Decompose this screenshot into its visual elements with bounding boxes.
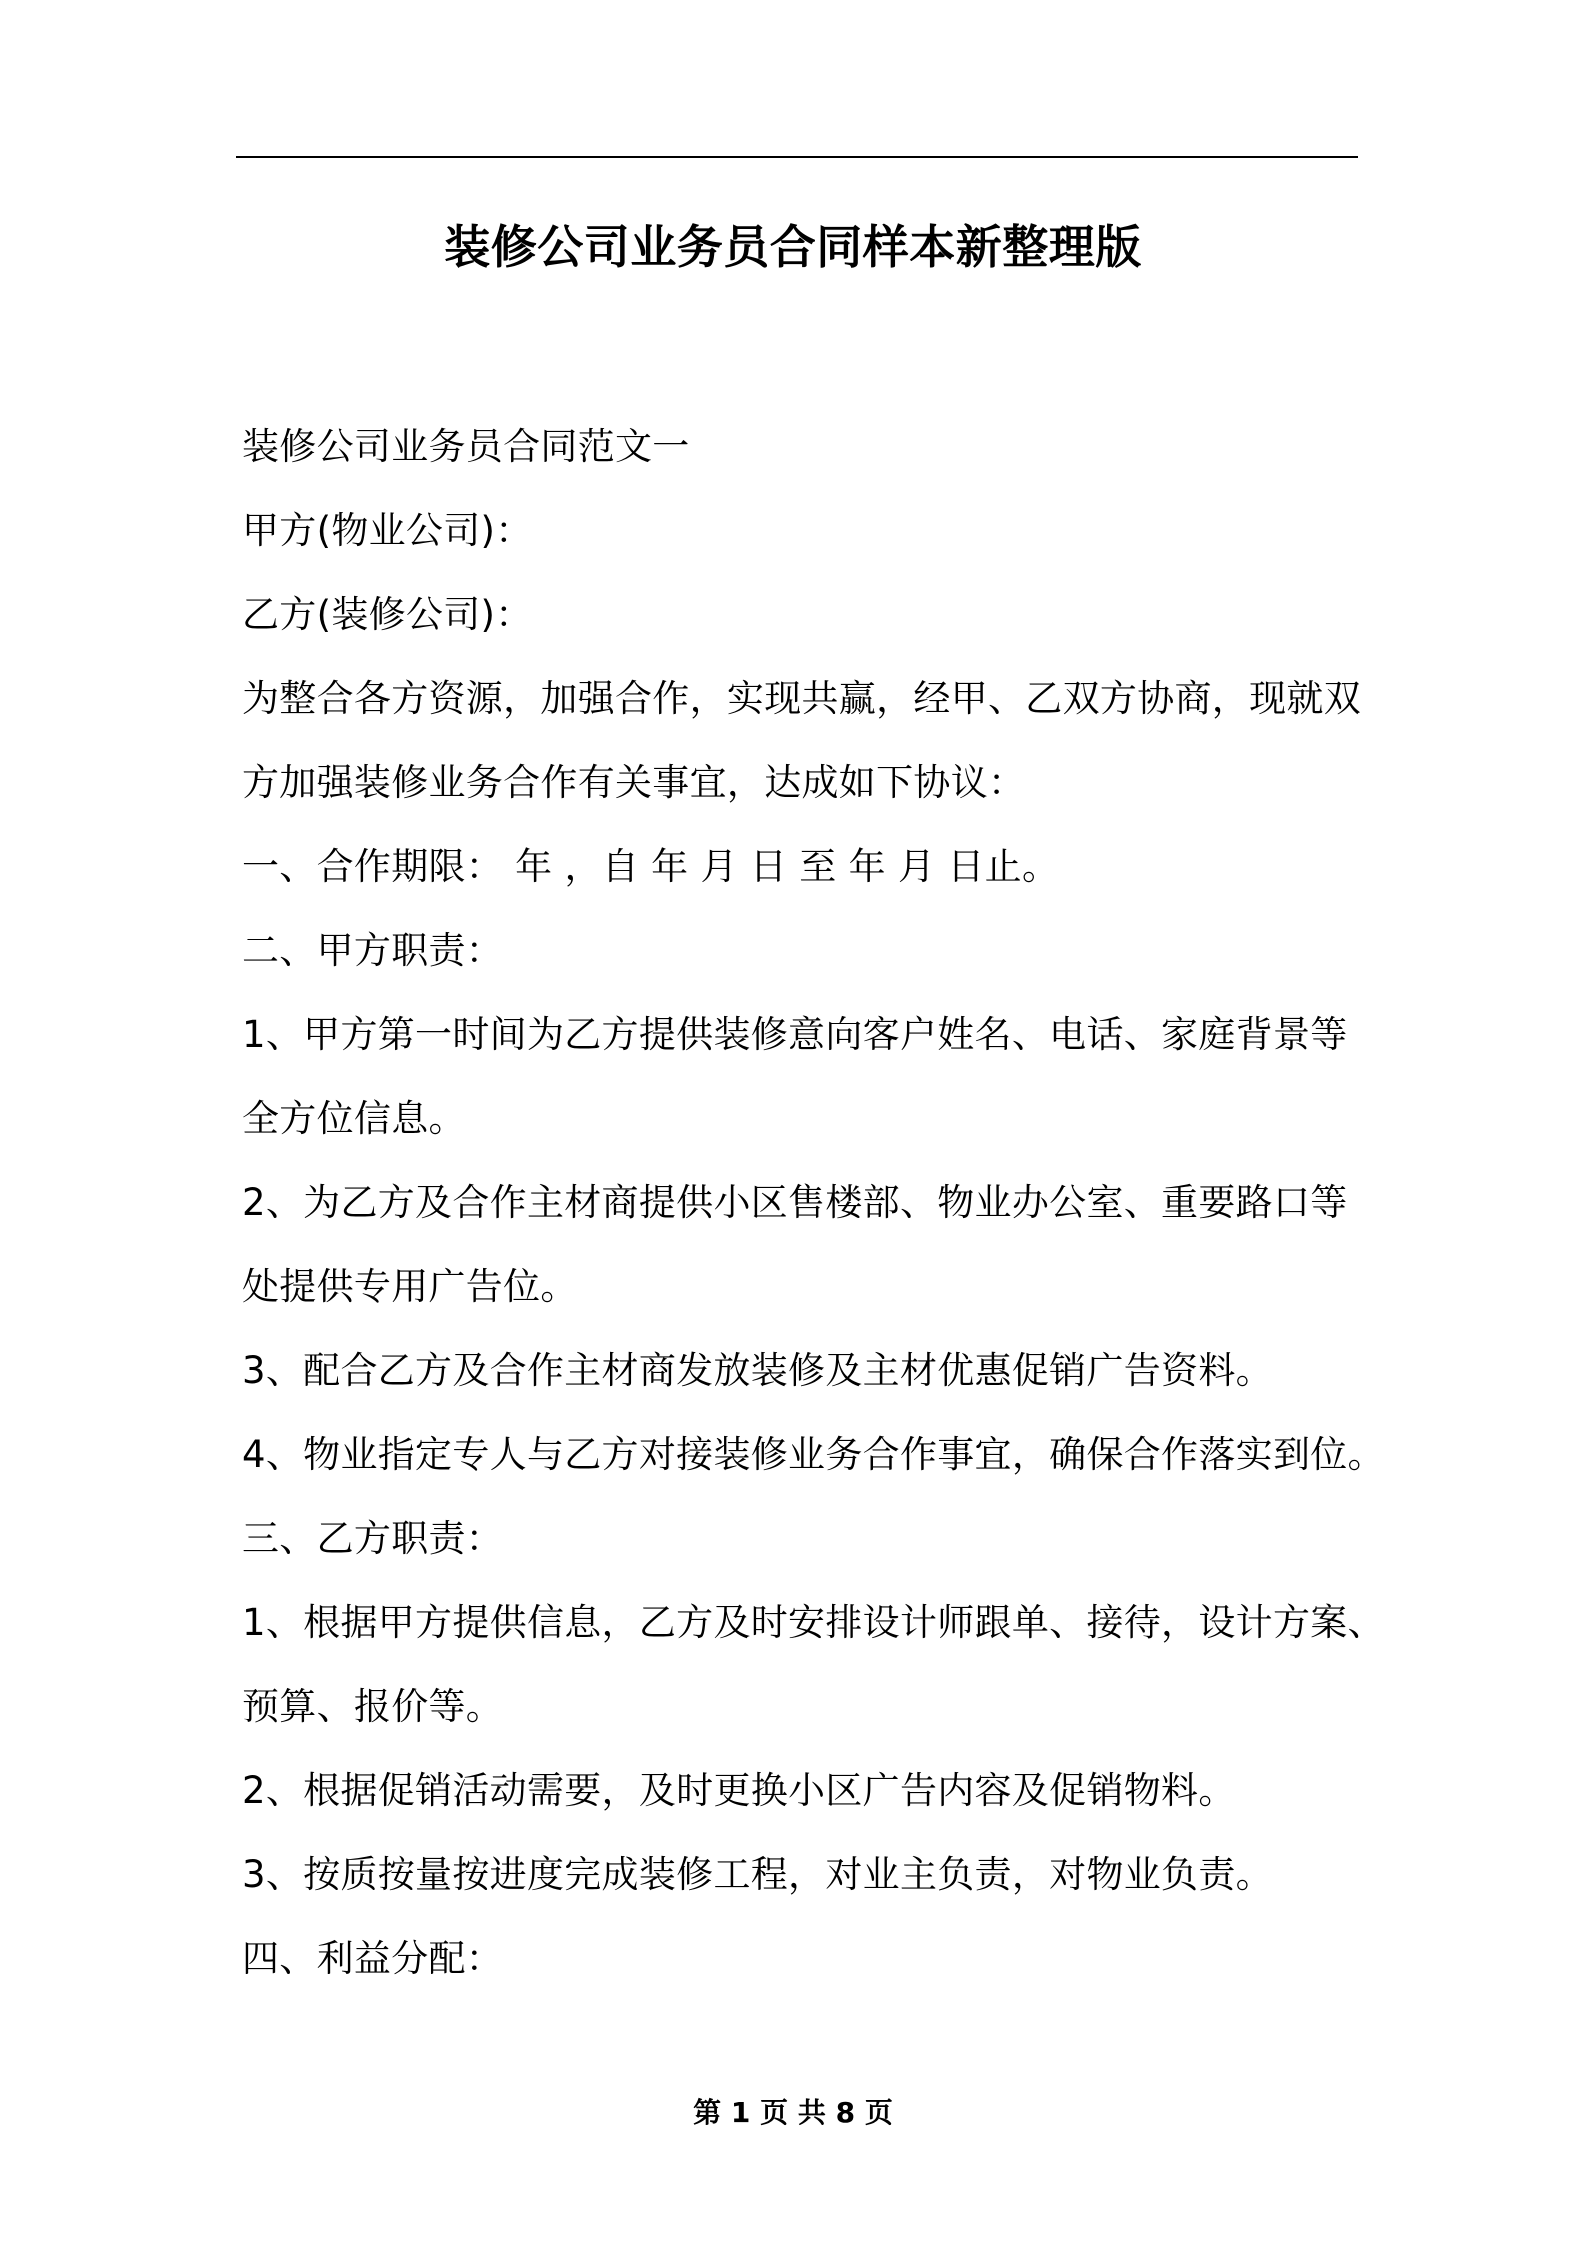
clause-item-continued: 处提供专用广告位。 — [242, 1265, 578, 1308]
clause-item: 1、根据甲方提供信息，乙方及时安排设计师跟单、接待，设计方案、 — [242, 1601, 1385, 1644]
header-rule — [236, 156, 1358, 158]
document-title: 装修公司业务员合同样本新整理版 — [444, 220, 1142, 274]
clause-item: 3、按质按量按进度完成装修工程，对业主负责，对物业负责。 — [242, 1853, 1273, 1896]
clause-term: 一、合作期限： 年 ，自 年 月 日 至 年 月 日止。 — [242, 845, 1060, 888]
page-number: 第 1 页 共 8 页 — [693, 2096, 893, 2129]
clause-heading: 二、甲方职责： — [242, 929, 504, 972]
preamble-line: 方加强装修业务合作有关事宜，达成如下协议： — [242, 761, 1026, 804]
party-b-line: 乙方(装修公司)： — [242, 593, 533, 636]
clause-item: 2、根据促销活动需要，及时更换小区广告内容及促销物料。 — [242, 1769, 1236, 1812]
clause-item: 3、配合乙方及合作主材商发放装修及主材优惠促销广告资料。 — [242, 1349, 1273, 1392]
clause-item: 1、甲方第一时间为乙方提供装修意向客户姓名、电话、家庭背景等 — [242, 1013, 1348, 1056]
clause-item: 4、物业指定专人与乙方对接装修业务合作事宜，确保合作落实到位。 — [242, 1433, 1385, 1476]
document-body — [242, 405, 1392, 2001]
preamble-line: 为整合各方资源，加强合作，实现共赢，经甲、乙双方协商，现就双 — [242, 677, 1361, 720]
clause-heading: 三、乙方职责： — [242, 1517, 504, 1560]
clause-heading: 四、利益分配： — [242, 1937, 504, 1980]
clause-item: 2、为乙方及合作主材商提供小区售楼部、物业办公室、重要路口等 — [242, 1181, 1348, 1224]
party-a-line: 甲方(物业公司)： — [242, 509, 533, 552]
clause-item-continued: 全方位信息。 — [242, 1097, 466, 1140]
section-heading: 装修公司业务员合同范文一 — [242, 425, 690, 468]
clause-item-continued: 预算、报价等。 — [242, 1685, 504, 1728]
